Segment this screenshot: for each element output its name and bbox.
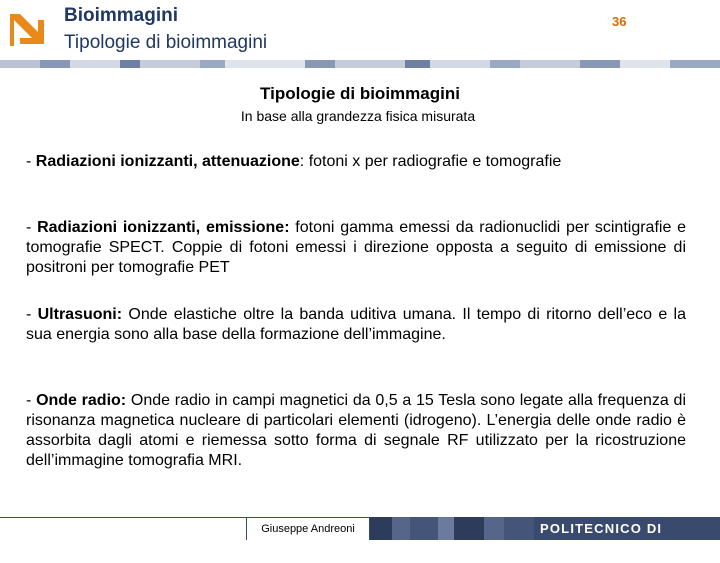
header-decorative-strip: [0, 60, 720, 68]
header-title: Bioimmagini: [64, 5, 179, 26]
paragraph-emission: [26, 218, 686, 278]
paragraph-text: fotoni gamma emessi da radionuclidi per scintigrafie e tomografie SPECT. Coppie di fotoni emessi i direzione opposta a seguito di emissione di positroni per tomografie PET: [26, 219, 686, 276]
orange-arrow-logo-icon: [6, 6, 46, 50]
header-subtitle: Tipologie di bioimmagini: [64, 32, 268, 53]
footer-left-band: [0, 517, 246, 540]
paragraph-text: Onde radio in campi magnetici da 0,5 a 15 Tesla sono legate alla frequenza di risonanza magnetica nucleare di particolari elementi (idrogeno). L’energia delle onde radio è assorbita dagli atomi e riemessa sotto forma di segnale RF utilizzato per la ricostruzione dell’immagine tomografia MRI.: [26, 392, 687, 469]
paragraph-attenuation: [26, 152, 686, 172]
paragraph-heading: Radiazioni ionizzanti, emissione:: [37, 219, 290, 236]
slide-subtitle: In base alla grandezza fisica misurata: [240, 108, 476, 124]
slide-title: Tipologie di bioimmagini: [260, 84, 460, 103]
paragraph-text: Onde elastiche oltre la banda uditiva umana. Il tempo di ritorno dell’eco e la sua energia sono alla base della formazione dell’immagine.: [26, 306, 686, 343]
page-number: 36: [612, 14, 627, 29]
bullet-prefix: -: [26, 219, 38, 236]
author-name: Giuseppe Andreoni: [247, 518, 369, 540]
bullet-prefix: -: [26, 153, 36, 170]
paragraph-heading: Ultrasuoni:: [37, 306, 123, 323]
bullet-prefix: -: [26, 306, 38, 323]
paragraph-radio-waves: [26, 391, 686, 471]
paragraph-text: : fotoni x per radiografie e tomografie: [299, 153, 562, 170]
paragraph-heading: Onde radio:: [36, 392, 127, 409]
paragraph-ultrasound: [26, 305, 686, 345]
institution-name: POLITECNICO DI MILANO: [540, 521, 663, 559]
bullet-prefix: -: [26, 392, 37, 409]
paragraph-heading: Radiazioni ionizzanti, attenuazione: [35, 153, 300, 170]
